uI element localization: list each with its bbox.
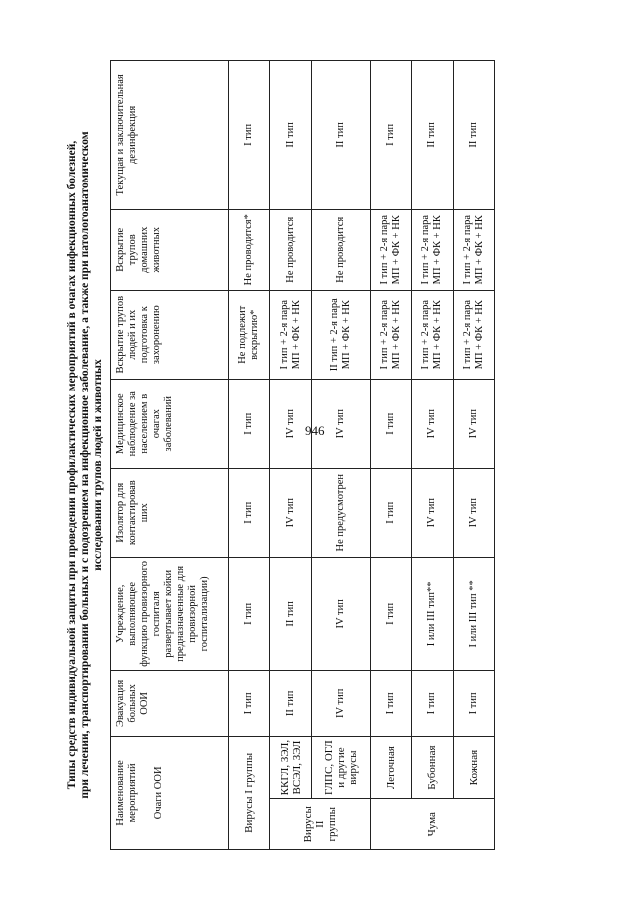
cell-human-autopsy: I тип + 2-я пара МП + ФК + НК — [453, 290, 495, 379]
cell-hospital: I или III тип** — [412, 557, 453, 670]
cell-hospital: II тип — [270, 557, 311, 670]
cell-disinfection: I тип — [370, 61, 411, 210]
cell-medical: IV тип — [311, 379, 370, 468]
cell-medical: IV тип — [270, 379, 311, 468]
cell-disinfection: II тип — [453, 61, 495, 210]
cell-animal-autopsy: Не проводится* — [229, 209, 270, 290]
cell-medical: IV тип — [453, 379, 495, 468]
cell-evacuation: I тип — [370, 670, 411, 736]
cell-hospital: I или III тип ** — [453, 557, 495, 670]
table-row — [412, 61, 453, 850]
cell-evacuation: II тип — [270, 670, 311, 736]
cell-evacuation: IV тип — [311, 670, 370, 736]
cell-evacuation: I тип — [229, 670, 270, 736]
table-row — [270, 61, 311, 850]
cell-animal-autopsy: Не проводится — [270, 209, 311, 290]
cell-animal-autopsy: I тип + 2-я пара МП + ФК + НК — [370, 209, 411, 290]
cell-isolator: I тип — [229, 468, 270, 557]
cell-human-autopsy: I тип + 2-я пара МП + ФК + НК — [370, 290, 411, 379]
cell-animal-autopsy: I тип + 2-я пара МП + ФК + НК — [453, 209, 495, 290]
row-label: Кожная — [453, 736, 495, 799]
cell-hospital: I тип — [229, 557, 270, 670]
cell-isolator: IV тип — [412, 468, 453, 557]
group-label: Вирусы II группы — [270, 799, 370, 850]
row-label: Вирусы I группы — [229, 736, 270, 849]
cell-human-autopsy: I тип + 2-я пара МП + ФК + НК — [412, 290, 453, 379]
row-label: Легочная — [370, 736, 411, 799]
header-animal-autopsy: Вскрытие трупов домашних животных — [111, 209, 229, 290]
cell-animal-autopsy: I тип + 2-я пара МП + ФК + НК — [412, 209, 453, 290]
title-line-2: при лечении, транспортировании больных и с подозрением на инфекционное заболевание, а также при патологоанатомическом — [79, 131, 91, 799]
cell-human-autopsy: Не подлежит вскрытию* — [229, 290, 270, 379]
table-row — [311, 61, 370, 850]
header-measures — [111, 736, 229, 849]
title-line-1: Типы средств индивидуальной защиты при проведении профилактических мероприятий в очагах инфекционных болезней, — [66, 140, 78, 790]
header-foci-label: Очаги ООИ — [153, 766, 164, 820]
cell-hospital: IV тип — [311, 557, 370, 670]
row-label: ККГЛ, ЗЭЛ, ВСЭЛ, ЗЭЛ — [270, 736, 311, 799]
title-line-3: исследовании трупов людей и животных — [92, 359, 104, 571]
table-row — [370, 61, 411, 850]
cell-human-autopsy: I тип + 2-я пара МП + ФК + НК — [270, 290, 311, 379]
table-row — [453, 61, 495, 850]
cell-isolator: I тип — [370, 468, 411, 557]
rotated-sheet — [60, 60, 500, 880]
header-measures-label: Наименование мероприятий — [115, 760, 138, 826]
cell-isolator: IV тип — [453, 468, 495, 557]
document-title — [66, 70, 105, 860]
ppe-table — [110, 60, 495, 850]
header-isolator: Изолятор для контактировав ших — [111, 468, 229, 557]
cell-animal-autopsy: Не проводится — [311, 209, 370, 290]
cell-human-autopsy: II тип + 2-я пара МП + ФК + НК — [311, 290, 370, 379]
cell-evacuation: I тип — [412, 670, 453, 736]
cell-isolator: Не предусмотрен — [311, 468, 370, 557]
cell-disinfection: II тип — [412, 61, 453, 210]
row-label: ГЛПС, ОГЛ и другие вирусы — [311, 736, 370, 799]
cell-hospital: I тип — [370, 557, 411, 670]
cell-evacuation: I тип — [453, 670, 495, 736]
row-label: Бубонная — [412, 736, 453, 799]
header-human-autopsy: Вскрытие трупов людей и их подготовка к захоронению — [111, 290, 229, 379]
header-evacuation: Эвакуация больных ООИ — [111, 670, 229, 736]
table-row — [229, 61, 270, 850]
header-medical-observation: Медицинское наблюдение за населением в очагах заболеваний — [111, 379, 229, 468]
cell-medical: IV тип — [412, 379, 453, 468]
cell-medical: I тип — [370, 379, 411, 468]
header-provisional-hospital: Учреждение, выполняющее функцию провизорного госпиталя развертывает койки предназначенные для провизорной госпитализации) — [111, 557, 229, 670]
cell-medical: I тип — [229, 379, 270, 468]
page-number: 946 — [305, 423, 325, 438]
group-label: Чума — [370, 799, 494, 850]
header-disinfection: Текущая и заключительная дезинфекция — [111, 61, 229, 210]
cell-disinfection: II тип — [270, 61, 311, 210]
cell-disinfection: I тип — [229, 61, 270, 210]
cell-disinfection: II тип — [311, 61, 370, 210]
cell-isolator: IV тип — [270, 468, 311, 557]
